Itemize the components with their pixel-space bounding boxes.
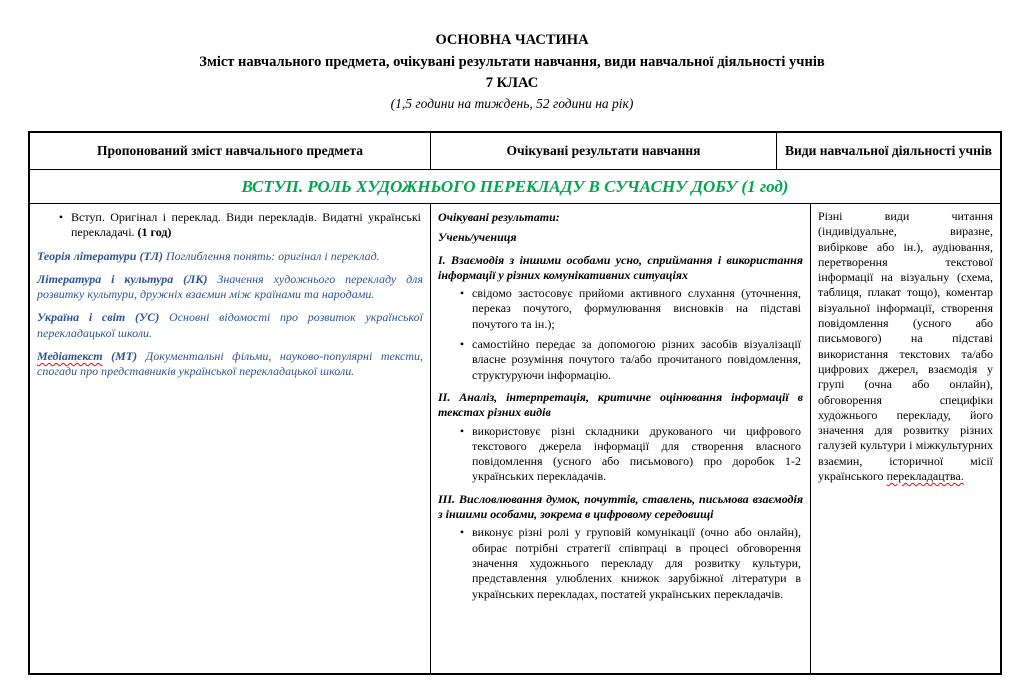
curriculum-table <box>28 131 1002 675</box>
rubric-text: Документальні фільми, науково-популярні тексти, спогади про представників української перекладацької школи. <box>37 349 423 379</box>
outcomes-section-title-1: І. Взаємодія з іншими особами усно, сприймання і використання інформації у різних комунікативних ситуаціях <box>438 252 803 282</box>
page-title: ОСНОВНА ЧАСТИНА <box>435 32 589 48</box>
column-header-outcomes: Очікувані результати навчання <box>431 133 777 169</box>
document-header <box>0 32 1024 112</box>
table-body-row <box>30 204 1000 673</box>
bullet-icon: • <box>58 210 64 224</box>
outcome-bullet-item <box>438 337 803 383</box>
grade-title: 7 КЛАС <box>485 75 539 91</box>
outcomes-section-title-3: ІІІ. Висловлювання думок, почуттів, ставлень, письмова взаємодія з іншими особами, зокрема в цифровому середовищі <box>438 491 803 522</box>
outcome-bullet-item <box>438 525 803 601</box>
section-title-row <box>30 170 1000 204</box>
rubric-lead-abbr: (МТ) <box>102 349 138 364</box>
activities-body: Різні види читання (індивідуальне, виразне, вибіркове або ін.), аудіювання, перетворення текстової інформації на візуальну (схема, таблиця, плакат тощо), коментар візуальної інформації, створення повідомлення (усного або письмового) на підставі використання текстових та/або цифрових джерел, взаємодія у групі (очна або онлайн), обговорення специфіки художнього перекладу, його значення для розвитку різних галузей культури і міжкультурних взаємин, історичної місії українського <box>818 209 993 484</box>
outcome-bullet-text: самостійно передає за допомогою різних засобів візуалізації власне розуміння почутого та/або прочитаного повідомлення, структуруючи інформацію. <box>472 337 801 382</box>
outcome-bullet-item <box>438 286 803 332</box>
table-header-row <box>30 133 1000 170</box>
rubric-lead: Теорія літератури (ТЛ) <box>37 248 164 263</box>
page-subtitle: Зміст навчального предмета, очікувані результати навчання, види навчальної діяльності учнів <box>199 54 825 70</box>
rubric-mediatext <box>37 349 423 380</box>
outcome-bullet-text: використовує різні складники друкованого чи цифрового текстового джерела інформації для створення власного повідомлення (усного або письмового) про доробок 1-2 українських перекладачів. <box>472 423 801 484</box>
outcomes-cell <box>431 204 811 673</box>
outcomes-section-title-2: ІІ. Аналіз, інтерпретація, критичне оцінювання інформації в текстах різних видів <box>438 389 803 420</box>
rubric-text: Поглиблення понять: оригінал і переклад. <box>163 248 380 263</box>
column-header-content: Пропонований зміст навчального предмета <box>30 133 431 169</box>
bullet-icon: • <box>459 337 465 352</box>
spellcheck-word: Медіатекст <box>37 349 103 364</box>
outcomes-heading: Очікувані результати: <box>438 210 560 224</box>
intro-hours: (1 год) <box>137 225 172 240</box>
bullet-icon: • <box>459 423 465 438</box>
activities-cell <box>811 204 1000 673</box>
activities-text <box>818 209 993 484</box>
outcome-bullet-text: виконує різні ролі у груповій комунікації (очно або онлайн), обирає потрібні стратегії співпраці в процесі обговорення значення художнього перекладу для розвитку культури, представлення улюблених книжок зарубіжної літератури в українських перекладах, постатей українських перекладачів. <box>472 525 801 601</box>
bullet-icon: • <box>459 286 465 301</box>
rubric-lead: Україна і світ (УС) <box>37 310 160 325</box>
rubric-lead: Література і культура (ЛК) <box>37 271 208 286</box>
content-bullet-item <box>37 210 423 241</box>
rubric-text: Основні відомості про розвиток української перекладацької школи. <box>37 310 423 340</box>
content-cell <box>30 204 431 673</box>
rubric-literature-culture <box>37 272 423 303</box>
rubric-ukraine-world <box>37 310 423 341</box>
rubric-theory <box>37 249 423 264</box>
column-header-activities: Види навчальної діяльності учнів <box>785 142 992 158</box>
hours-note: (1,5 години на тиждень, 52 години на рік) <box>390 96 634 111</box>
section-title: ВСТУП. РОЛЬ ХУДОЖНЬОГО ПЕРЕКЛАДУ В СУЧАСНУ ДОБУ (1 год) <box>241 176 789 196</box>
outcome-bullet-text: свідомо застосовує прийоми активного слухання (уточнення, переказ почутого, формулювання висновків на підставі почутого та ін.); <box>472 286 801 331</box>
bullet-icon: • <box>459 525 465 540</box>
rubric-text: Значення художнього перекладу для розвитку культури, дружніх взаємин між країнами та народами. <box>37 271 423 302</box>
content-bullet-text <box>71 210 423 241</box>
intro-text: Вступ. Оригінал і переклад. Види перекладів. Видатні українські перекладачі. <box>71 210 421 240</box>
spellcheck-word: перекладацтва. <box>886 469 964 484</box>
outcome-bullet-item <box>438 424 803 485</box>
outcomes-subject: Учень/учениця <box>438 230 517 245</box>
